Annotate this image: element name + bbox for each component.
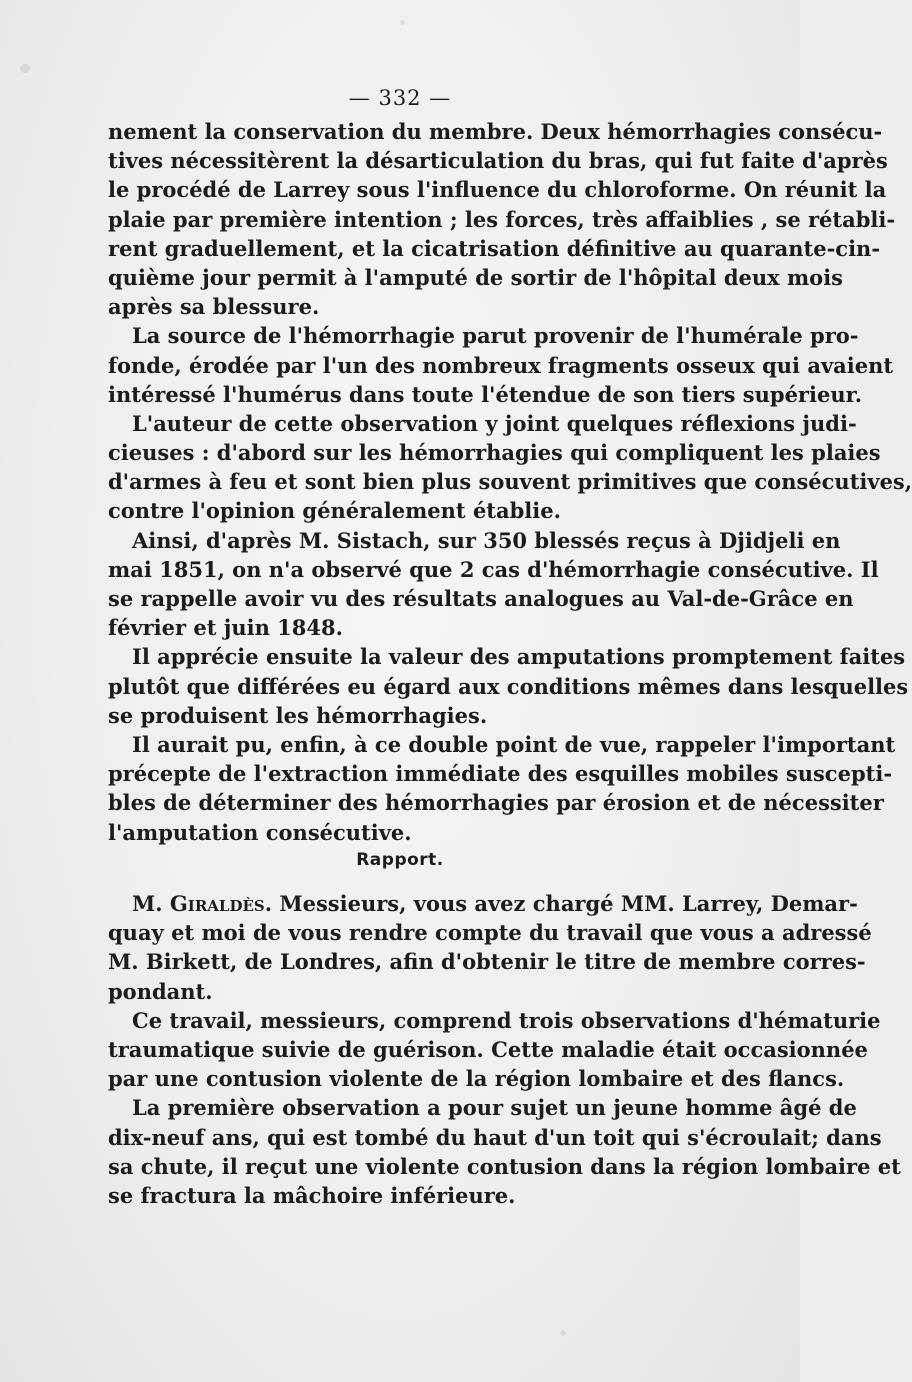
- text-line: mai 1851, on n'a observé que 2 cas d'hémorrhagie consécutive. Il: [108, 556, 879, 582]
- text-line: M. Birkett, de Londres, afin d'obtenir le titre de membre corres-: [108, 949, 866, 975]
- speaker-name: M. Giraldès.: [132, 891, 273, 916]
- text-line: se rappelle avoir vu des résultats analogues au Val-de-Grâce en: [108, 586, 854, 611]
- page-stain: [400, 20, 405, 25]
- text-line: d'armes à feu et sont bien plus souvent primitives que consécutives,: [108, 469, 912, 495]
- text-line: traumatique suivie de guérison. Cette maladie était occasionnée: [108, 1036, 868, 1062]
- body-text-bottom: [108, 889, 901, 1210]
- text-line: fonde, érodée par l'un des nombreux fragments osseux qui avaient: [108, 352, 894, 378]
- text-line: quay et moi de vous rendre compte du travail que vous a adressé: [108, 920, 872, 946]
- text-line: intéressé l'humérus dans toute l'étendue de son tiers supérieur.: [108, 381, 863, 407]
- text-line: après sa blessure.: [108, 294, 320, 320]
- text-line: plaie par première intention ; les forces, très affaiblies , se rétabli-: [108, 206, 896, 232]
- text-line: nement la conservation du membre. Deux hémorrhagies consécu-: [108, 119, 883, 144]
- body-text-top: [108, 117, 912, 847]
- text-line: le procédé de Larrey sous l'influence du chloroforme. On réunit la: [108, 177, 887, 203]
- text-line: Il apprécie ensuite la valeur des amputations promptement faites: [132, 644, 906, 670]
- text-line: tives nécessitèrent la désarticulation du bras, qui fut faite d'après: [108, 148, 888, 174]
- text-line: La première observation a pour sujet un jeune homme âgé de: [132, 1095, 857, 1121]
- text-line: quième jour permit à l'amputé de sortir de l'hôpital deux mois: [108, 264, 843, 290]
- text-line: bles de déterminer des hémorrhagies par érosion et de nécessiter: [108, 790, 884, 816]
- text-line: dix-neuf ans, qui est tombé du haut d'un toit qui s'écroulait; dans: [108, 1124, 882, 1150]
- text-line: par une contusion violente de la région lombaire et des flancs.: [108, 1066, 845, 1092]
- text-line: se fractura la mâchoire inférieure.: [108, 1182, 516, 1208]
- text-line: l'amputation consécutive.: [108, 819, 412, 845]
- text-line: rent graduellement, et la cicatrisation définitive au quarante-cin-: [108, 235, 881, 261]
- text-line: précepte de l'extraction immédiate des esquilles mobiles suscepti-: [108, 761, 893, 787]
- section-heading: Rapport.: [356, 850, 444, 870]
- page-stain: [20, 64, 30, 73]
- page-number: — 332 —: [348, 86, 452, 110]
- text-line: Il aurait pu, enfin, à ce double point de vue, rappeler l'important: [132, 731, 896, 757]
- text-line: Ce travail, messieurs, comprend trois observations d'hématurie: [132, 1007, 881, 1033]
- text-line: février et juin 1848.: [108, 615, 343, 641]
- text-line: se produisent les hémorrhagies.: [108, 702, 488, 728]
- text-line: pondant.: [108, 978, 213, 1004]
- text-line: cieuses : d'abord sur les hémorrhagies qui compliquent les plaies: [108, 440, 881, 466]
- text-line: contre l'opinion généralement établie.: [108, 498, 561, 524]
- text-line: L'auteur de cette observation y joint quelques réflexions judi-: [132, 410, 857, 436]
- text-line: Ainsi, d'après M. Sistach, sur 350 blessés reçus à Djidjeli en: [132, 527, 841, 553]
- text-line: [108, 889, 858, 918]
- text-line: plutôt que différées eu égard aux conditions mêmes dans lesquelles: [108, 673, 909, 699]
- page-stain: [560, 1330, 566, 1336]
- speaker-text: Messieurs, vous avez chargé MM. Larrey, Demar-: [279, 891, 858, 916]
- text-line: La source de l'hémorrhagie parut provenir de l'humérale pro-: [132, 323, 859, 349]
- text-line: sa chute, il reçut une violente contusion dans la région lombaire et: [108, 1153, 901, 1179]
